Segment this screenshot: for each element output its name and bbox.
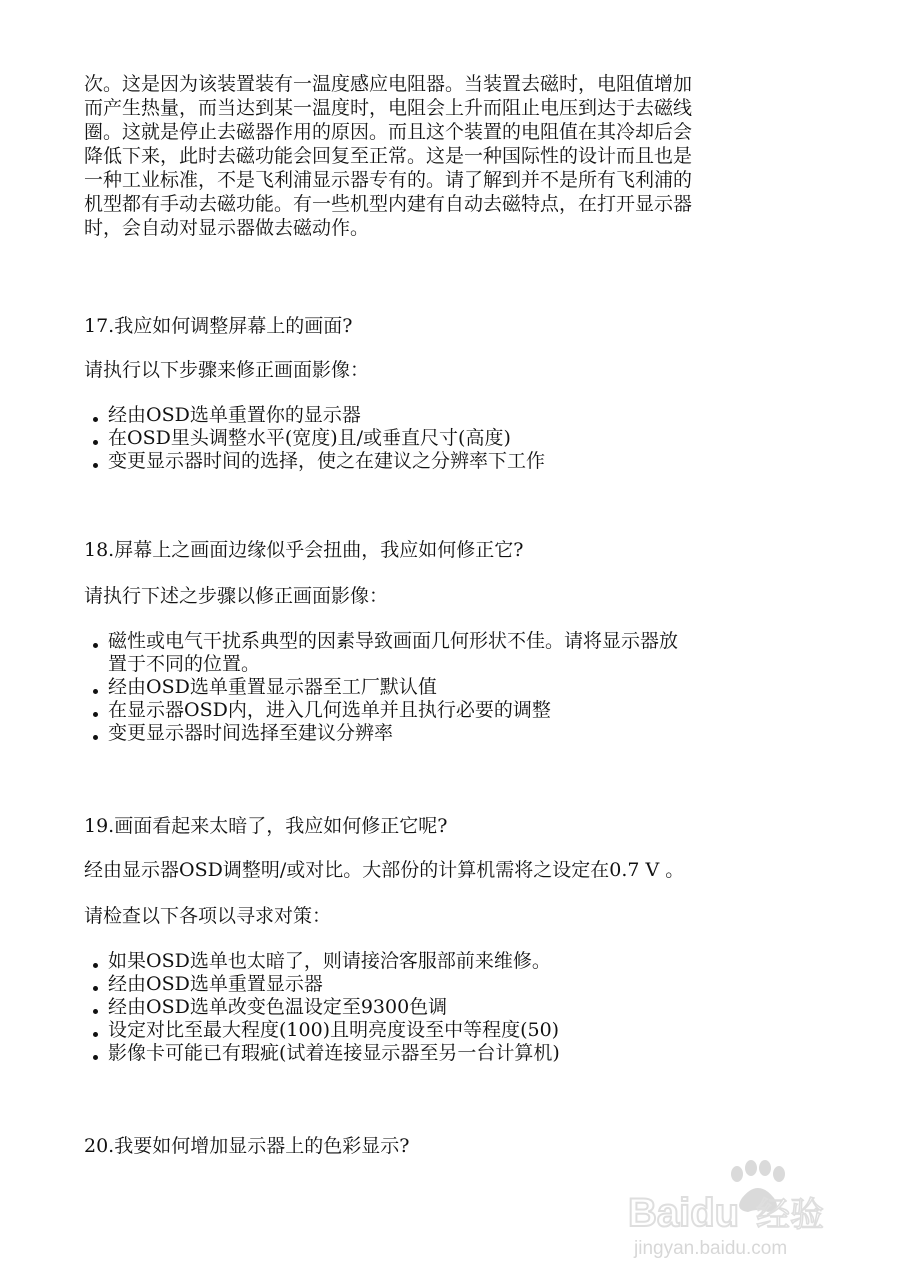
list-item: 经由OSD选单重置显示器 — [84, 973, 784, 996]
intro-line: 降低下来，此时去磁功能会回复至正常。这是一种国际性的设计而且也是 — [84, 145, 693, 167]
list-item: 影像卡可能已有瑕疵(试着连接显示器至另一台计算机) — [84, 1042, 784, 1065]
list-item: 如果OSD选单也太暗了，则请接洽客服部前来维修。 — [84, 950, 784, 973]
question-19-list — [84, 950, 784, 1065]
intro-line: 而产生热量，而当达到某一温度时，电阻会上升而阻止电压到达于去磁线 — [84, 97, 693, 119]
list-item: 设定对比至最大程度(100)且明亮度设至中等程度(50) — [84, 1019, 784, 1042]
list-item: 经由OSD选单重置显示器至工厂默认值 — [84, 676, 784, 699]
watermark-url: jingyan.baidu.com — [634, 1238, 788, 1259]
list-item: 磁性或电气干扰系典型的因素导致画面几何形状不佳。请将显示器放 置于不同的位置。 — [84, 630, 784, 676]
intro-paragraph — [84, 72, 784, 240]
question-19-lead: 经由显示器OSD调整明/或对比。大部份的计算机需将之设定在0.7 V 。 — [84, 859, 685, 881]
watermark-cn: 经验 — [756, 1195, 824, 1235]
intro-line: 次。这是因为该装置装有一温度感应电阻器。当装置去磁时，电阻值增加 — [84, 73, 693, 95]
question-17-lead: 请执行以下步骤来修正画面影像： — [84, 359, 370, 381]
list-item: 变更显示器时间选择至建议分辨率 — [84, 722, 784, 745]
question-18-list — [84, 630, 784, 745]
question-20-title: 20.我要如何增加显示器上的色彩显示? — [84, 1135, 410, 1157]
intro-line: 圈。这就是停止去磁器作用的原因。而且这个装置的电阻值在其冷却后会 — [84, 121, 693, 143]
list-item: 变更显示器时间的选择，使之在建议之分辨率下工作 — [84, 450, 784, 473]
list-item: 在显示器OSD内，进入几何选单并且执行必要的调整 — [84, 699, 784, 722]
list-item: 经由OSD选单改变色温设定至9300色调 — [84, 996, 784, 1019]
baidu-jingyan-watermark — [624, 1152, 864, 1262]
question-18-title: 18.屏幕上之画面边缘似乎会扭曲，我应如何修正它? — [84, 539, 524, 561]
intro-line: 一种工业标准，不是飞利浦显示器专有的。请了解到并不是所有飞利浦的 — [84, 169, 693, 191]
question-19-title: 19.画面看起来太暗了，我应如何修正它呢? — [84, 815, 448, 837]
question-19-lead: 请检查以下各项以寻求对策： — [84, 905, 332, 927]
list-item: 经由OSD选单重置你的显示器 — [84, 404, 784, 427]
question-17-list — [84, 404, 784, 473]
question-18-lead: 请执行下述之步骤以修正画面影像： — [84, 585, 389, 607]
question-17-title: 17.我应如何调整屏幕上的画面? — [84, 315, 353, 337]
watermark-brand: Baidu — [628, 1191, 740, 1235]
intro-line: 机型都有手动去磁功能。有一些机型内建有自动去磁特点，在打开显示器 — [84, 193, 693, 215]
intro-line: 时，会自动对显示器做去磁动作。 — [84, 217, 370, 239]
list-item: 在OSD里头调整水平(宽度)且/或垂直尺寸(高度) — [84, 427, 784, 450]
